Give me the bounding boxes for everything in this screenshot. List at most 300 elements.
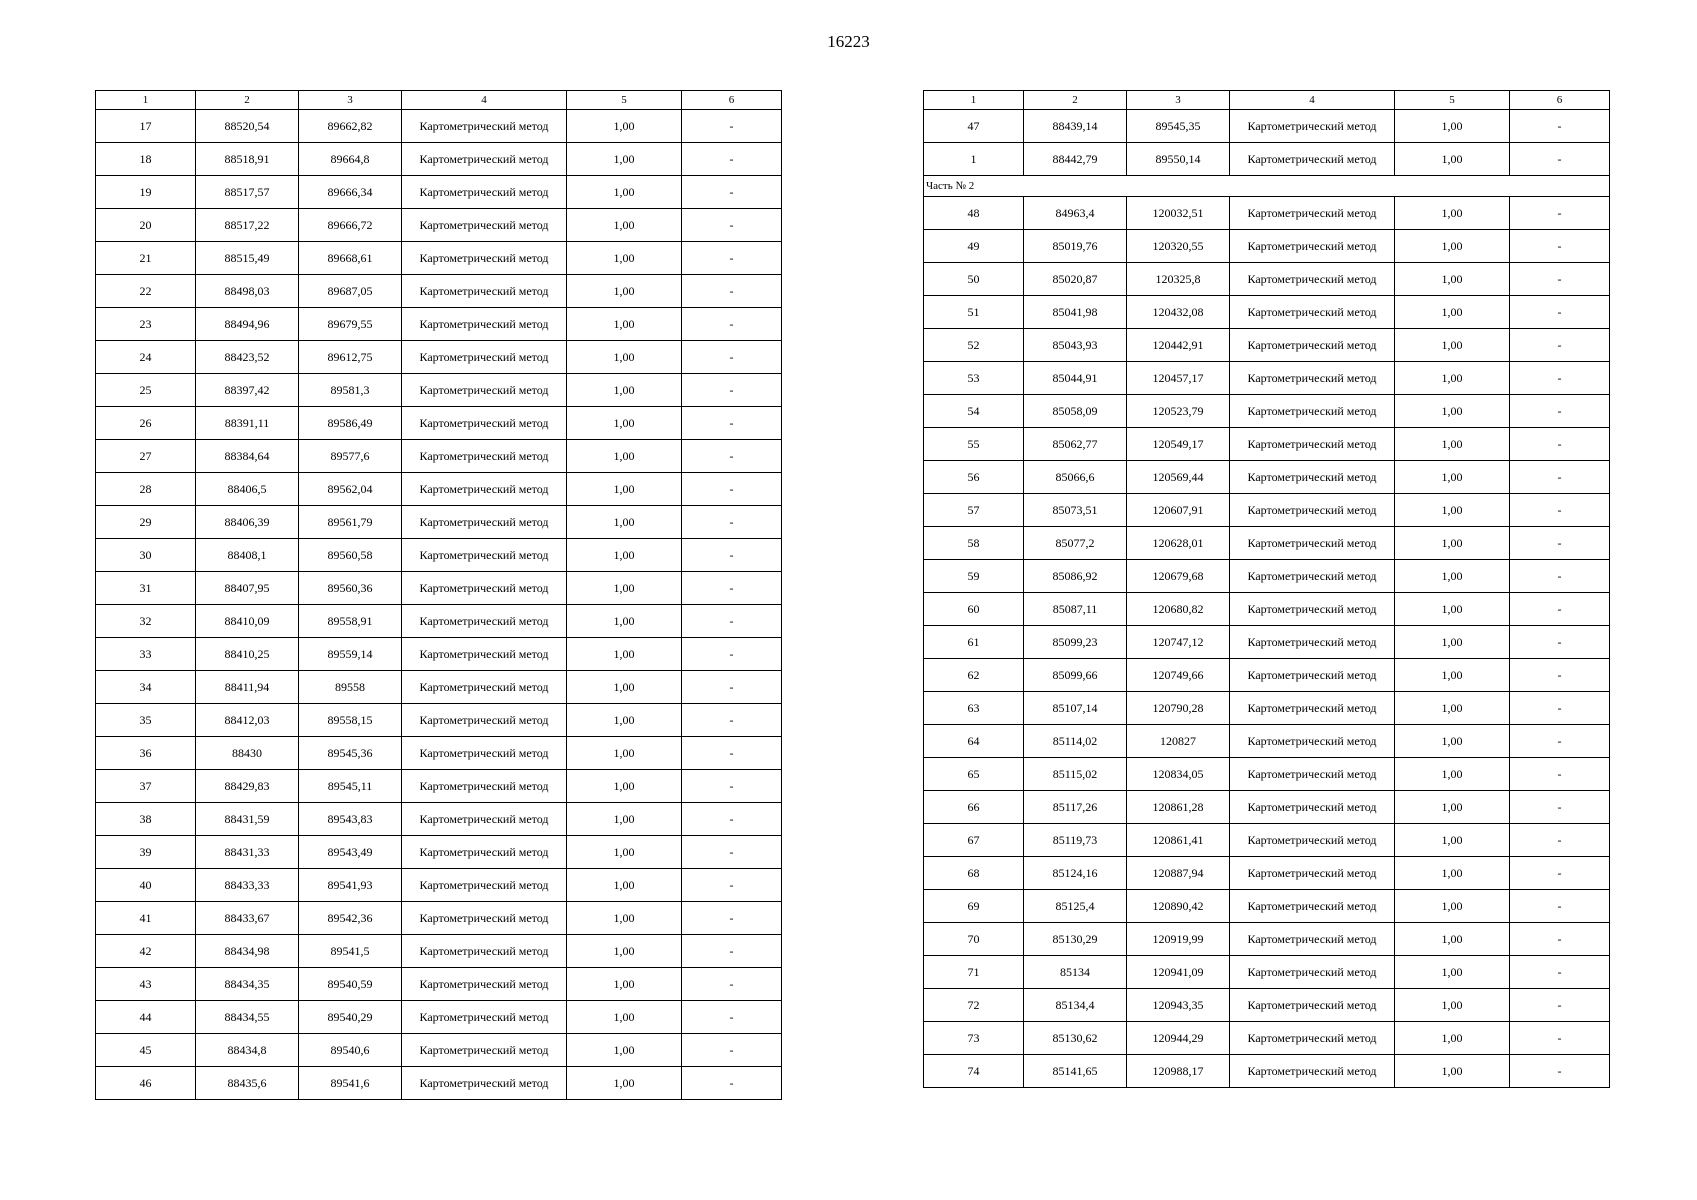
method-cell: Картометрический метод [1230, 494, 1395, 527]
section-title: Часть № 2 [924, 176, 1610, 197]
x-coordinate-cell: 85117,26 [1024, 791, 1127, 824]
header-cell: 1 [924, 91, 1024, 110]
accuracy-cell: 1,00 [567, 1001, 682, 1034]
y-coordinate-cell: 120523,79 [1127, 395, 1230, 428]
x-coordinate-cell: 85099,66 [1024, 659, 1127, 692]
y-coordinate-cell: 120325,8 [1127, 263, 1230, 296]
point-number-cell: 51 [924, 296, 1024, 329]
accuracy-cell: 1,00 [1395, 956, 1510, 989]
description-cell: - [1510, 1022, 1610, 1055]
point-number-cell: 44 [96, 1001, 196, 1034]
description-cell: - [682, 737, 782, 770]
method-cell: Картометрический метод [1230, 923, 1395, 956]
description-cell: - [1510, 923, 1610, 956]
table-row [924, 461, 1610, 494]
point-number-cell: 20 [96, 209, 196, 242]
x-coordinate-cell: 85043,93 [1024, 329, 1127, 362]
point-number-cell: 18 [96, 143, 196, 176]
point-number-cell: 43 [96, 968, 196, 1001]
x-coordinate-cell: 88423,52 [196, 341, 299, 374]
x-coordinate-cell: 88518,91 [196, 143, 299, 176]
x-coordinate-cell: 88431,33 [196, 836, 299, 869]
accuracy-cell: 1,00 [1395, 1022, 1510, 1055]
description-cell: - [1510, 110, 1610, 143]
y-coordinate-cell: 120749,66 [1127, 659, 1230, 692]
table-row [96, 275, 782, 308]
y-coordinate-cell: 89581,3 [299, 374, 402, 407]
point-number-cell: 30 [96, 539, 196, 572]
table-row [96, 440, 782, 473]
method-cell: Картометрический метод [402, 902, 567, 935]
method-cell: Картометрический метод [402, 242, 567, 275]
point-number-cell: 66 [924, 791, 1024, 824]
table-row [96, 242, 782, 275]
y-coordinate-cell: 89558,15 [299, 704, 402, 737]
point-number-cell: 56 [924, 461, 1024, 494]
point-number-cell: 38 [96, 803, 196, 836]
table-row [924, 923, 1610, 956]
y-coordinate-cell: 120549,17 [1127, 428, 1230, 461]
description-cell: - [682, 902, 782, 935]
method-cell: Картометрический метод [1230, 230, 1395, 263]
table-row [96, 836, 782, 869]
method-cell: Картометрический метод [1230, 362, 1395, 395]
accuracy-cell: 1,00 [567, 242, 682, 275]
table-row [924, 956, 1610, 989]
y-coordinate-cell: 120679,68 [1127, 560, 1230, 593]
y-coordinate-cell: 89558,91 [299, 605, 402, 638]
table-row [96, 968, 782, 1001]
description-cell: - [1510, 791, 1610, 824]
description-cell: - [682, 308, 782, 341]
x-coordinate-cell: 85087,11 [1024, 593, 1127, 626]
description-cell: - [1510, 989, 1610, 1022]
x-coordinate-cell: 88431,59 [196, 803, 299, 836]
method-cell: Картометрический метод [1230, 527, 1395, 560]
description-cell: - [1510, 560, 1610, 593]
x-coordinate-cell: 85019,76 [1024, 230, 1127, 263]
table-row [924, 857, 1610, 890]
accuracy-cell: 1,00 [567, 539, 682, 572]
x-coordinate-cell: 85125,4 [1024, 890, 1127, 923]
accuracy-cell: 1,00 [1395, 857, 1510, 890]
accuracy-cell: 1,00 [567, 572, 682, 605]
table-row [96, 407, 782, 440]
table-row [96, 506, 782, 539]
table-row [96, 143, 782, 176]
header-cell: 3 [299, 91, 402, 110]
description-cell: - [1510, 428, 1610, 461]
point-number-cell: 64 [924, 725, 1024, 758]
x-coordinate-cell: 88434,8 [196, 1034, 299, 1067]
method-cell: Картометрический метод [1230, 593, 1395, 626]
point-number-cell: 72 [924, 989, 1024, 1022]
y-coordinate-cell: 89560,58 [299, 539, 402, 572]
y-coordinate-cell: 120861,41 [1127, 824, 1230, 857]
point-number-cell: 17 [96, 110, 196, 143]
method-cell: Картометрический метод [1230, 395, 1395, 428]
method-cell: Картометрический метод [402, 671, 567, 704]
accuracy-cell: 1,00 [1395, 362, 1510, 395]
point-number-cell: 35 [96, 704, 196, 737]
accuracy-cell: 1,00 [1395, 263, 1510, 296]
header-cell: 4 [402, 91, 567, 110]
point-number-cell: 36 [96, 737, 196, 770]
point-number-cell: 61 [924, 626, 1024, 659]
accuracy-cell: 1,00 [567, 737, 682, 770]
point-number-cell: 68 [924, 857, 1024, 890]
x-coordinate-cell: 88410,09 [196, 605, 299, 638]
table-row [96, 1067, 782, 1100]
y-coordinate-cell: 120861,28 [1127, 791, 1230, 824]
coordinates-table-left [95, 90, 782, 1100]
y-coordinate-cell: 89558 [299, 671, 402, 704]
table-row [924, 1022, 1610, 1055]
description-cell: - [1510, 362, 1610, 395]
description-cell: - [1510, 659, 1610, 692]
accuracy-cell: 1,00 [1395, 923, 1510, 956]
table-row [924, 395, 1610, 428]
accuracy-cell: 1,00 [1395, 230, 1510, 263]
y-coordinate-cell: 89543,49 [299, 836, 402, 869]
x-coordinate-cell: 88442,79 [1024, 143, 1127, 176]
table-row [924, 692, 1610, 725]
method-cell: Картометрический метод [402, 440, 567, 473]
accuracy-cell: 1,00 [1395, 692, 1510, 725]
table-row [924, 143, 1610, 176]
method-cell: Картометрический метод [1230, 110, 1395, 143]
table-row [924, 659, 1610, 692]
y-coordinate-cell: 120032,51 [1127, 197, 1230, 230]
method-cell: Картометрический метод [402, 935, 567, 968]
y-coordinate-cell: 120827 [1127, 725, 1230, 758]
description-cell: - [1510, 494, 1610, 527]
accuracy-cell: 1,00 [567, 209, 682, 242]
point-number-cell: 29 [96, 506, 196, 539]
method-cell: Картометрический метод [402, 704, 567, 737]
point-number-cell: 74 [924, 1055, 1024, 1088]
accuracy-cell: 1,00 [567, 1067, 682, 1100]
description-cell: - [1510, 725, 1610, 758]
table-row [96, 770, 782, 803]
y-coordinate-cell: 89586,49 [299, 407, 402, 440]
description-cell: - [1510, 197, 1610, 230]
description-cell: - [1510, 329, 1610, 362]
x-coordinate-cell: 88434,98 [196, 935, 299, 968]
x-coordinate-cell: 88406,39 [196, 506, 299, 539]
y-coordinate-cell: 89541,93 [299, 869, 402, 902]
x-coordinate-cell: 85114,02 [1024, 725, 1127, 758]
point-number-cell: 25 [96, 374, 196, 407]
description-cell: - [682, 209, 782, 242]
description-cell: - [1510, 758, 1610, 791]
y-coordinate-cell: 89687,05 [299, 275, 402, 308]
table-row [96, 539, 782, 572]
x-coordinate-cell: 88407,95 [196, 572, 299, 605]
method-cell: Картометрический метод [1230, 692, 1395, 725]
point-number-cell: 28 [96, 473, 196, 506]
y-coordinate-cell: 120941,09 [1127, 956, 1230, 989]
x-coordinate-cell: 85130,29 [1024, 923, 1127, 956]
accuracy-cell: 1,00 [1395, 296, 1510, 329]
y-coordinate-cell: 120680,82 [1127, 593, 1230, 626]
table-row [96, 374, 782, 407]
x-coordinate-cell: 88397,42 [196, 374, 299, 407]
accuracy-cell: 1,00 [567, 935, 682, 968]
method-cell: Картометрический метод [402, 407, 567, 440]
accuracy-cell: 1,00 [1395, 626, 1510, 659]
table-row [96, 1034, 782, 1067]
description-cell: - [1510, 296, 1610, 329]
accuracy-cell: 1,00 [567, 1034, 682, 1067]
x-coordinate-cell: 88406,5 [196, 473, 299, 506]
description-cell: - [682, 704, 782, 737]
y-coordinate-cell: 120943,35 [1127, 989, 1230, 1022]
accuracy-cell: 1,00 [1395, 395, 1510, 428]
accuracy-cell: 1,00 [1395, 989, 1510, 1022]
description-cell: - [682, 275, 782, 308]
header-cell: 5 [1395, 91, 1510, 110]
description-cell: - [682, 407, 782, 440]
method-cell: Картометрический метод [402, 539, 567, 572]
method-cell: Картометрический метод [402, 308, 567, 341]
table-row [924, 890, 1610, 923]
x-coordinate-cell: 88494,96 [196, 308, 299, 341]
method-cell: Картометрический метод [402, 506, 567, 539]
table-row [96, 803, 782, 836]
table-row [924, 110, 1610, 143]
accuracy-cell: 1,00 [567, 869, 682, 902]
accuracy-cell: 1,00 [567, 968, 682, 1001]
method-cell: Картометрический метод [402, 770, 567, 803]
point-number-cell: 37 [96, 770, 196, 803]
section-row [924, 176, 1610, 197]
table-row [96, 572, 782, 605]
y-coordinate-cell: 89662,82 [299, 110, 402, 143]
x-coordinate-cell: 88411,94 [196, 671, 299, 704]
header-row [96, 91, 782, 110]
table-row [924, 791, 1610, 824]
point-number-cell: 65 [924, 758, 1024, 791]
accuracy-cell: 1,00 [567, 704, 682, 737]
x-coordinate-cell: 88517,57 [196, 176, 299, 209]
point-number-cell: 55 [924, 428, 1024, 461]
accuracy-cell: 1,00 [567, 440, 682, 473]
table-row [96, 935, 782, 968]
x-coordinate-cell: 85119,73 [1024, 824, 1127, 857]
point-number-cell: 42 [96, 935, 196, 968]
description-cell: - [682, 473, 782, 506]
accuracy-cell: 1,00 [567, 110, 682, 143]
y-coordinate-cell: 120432,08 [1127, 296, 1230, 329]
header-cell: 1 [96, 91, 196, 110]
description-cell: - [682, 935, 782, 968]
y-coordinate-cell: 120442,91 [1127, 329, 1230, 362]
description-cell: - [682, 1001, 782, 1034]
accuracy-cell: 1,00 [567, 836, 682, 869]
method-cell: Картометрический метод [1230, 626, 1395, 659]
y-coordinate-cell: 89612,75 [299, 341, 402, 374]
method-cell: Картометрический метод [1230, 989, 1395, 1022]
description-cell: - [682, 605, 782, 638]
accuracy-cell: 1,00 [1395, 527, 1510, 560]
accuracy-cell: 1,00 [1395, 659, 1510, 692]
y-coordinate-cell: 120834,05 [1127, 758, 1230, 791]
method-cell: Картометрический метод [402, 341, 567, 374]
description-cell: - [682, 242, 782, 275]
method-cell: Картометрический метод [1230, 791, 1395, 824]
x-coordinate-cell: 88391,11 [196, 407, 299, 440]
accuracy-cell: 1,00 [1395, 197, 1510, 230]
point-number-cell: 54 [924, 395, 1024, 428]
x-coordinate-cell: 85134 [1024, 956, 1127, 989]
method-cell: Картометрический метод [1230, 1055, 1395, 1088]
description-cell: - [682, 671, 782, 704]
point-number-cell: 69 [924, 890, 1024, 923]
point-number-cell: 59 [924, 560, 1024, 593]
point-number-cell: 46 [96, 1067, 196, 1100]
method-cell: Картометрический метод [402, 143, 567, 176]
accuracy-cell: 1,00 [1395, 110, 1510, 143]
description-cell: - [682, 1067, 782, 1100]
description-cell: - [1510, 230, 1610, 263]
table-row [924, 230, 1610, 263]
x-coordinate-cell: 85066,6 [1024, 461, 1127, 494]
y-coordinate-cell: 120890,42 [1127, 890, 1230, 923]
y-coordinate-cell: 89540,6 [299, 1034, 402, 1067]
point-number-cell: 60 [924, 593, 1024, 626]
point-number-cell: 26 [96, 407, 196, 440]
table-row [96, 473, 782, 506]
table-row [924, 560, 1610, 593]
x-coordinate-cell: 85124,16 [1024, 857, 1127, 890]
method-cell: Картометрический метод [402, 110, 567, 143]
point-number-cell: 32 [96, 605, 196, 638]
y-coordinate-cell: 89541,5 [299, 935, 402, 968]
y-coordinate-cell: 89545,35 [1127, 110, 1230, 143]
x-coordinate-cell: 88520,54 [196, 110, 299, 143]
table-row [924, 593, 1610, 626]
table-row [924, 1055, 1610, 1088]
table-row [96, 902, 782, 935]
y-coordinate-cell: 89562,04 [299, 473, 402, 506]
y-coordinate-cell: 120919,99 [1127, 923, 1230, 956]
table-row [924, 725, 1610, 758]
table-row [924, 197, 1610, 230]
method-cell: Картометрический метод [1230, 560, 1395, 593]
point-number-cell: 34 [96, 671, 196, 704]
point-number-cell: 21 [96, 242, 196, 275]
description-cell: - [682, 869, 782, 902]
point-number-cell: 62 [924, 659, 1024, 692]
description-cell: - [682, 803, 782, 836]
method-cell: Картометрический метод [402, 605, 567, 638]
accuracy-cell: 1,00 [567, 671, 682, 704]
description-cell: - [682, 110, 782, 143]
method-cell: Картометрический метод [402, 1001, 567, 1034]
accuracy-cell: 1,00 [567, 143, 682, 176]
table-row [924, 362, 1610, 395]
table-row [96, 341, 782, 374]
point-number-cell: 52 [924, 329, 1024, 362]
x-coordinate-cell: 88498,03 [196, 275, 299, 308]
y-coordinate-cell: 89541,6 [299, 1067, 402, 1100]
y-coordinate-cell: 89545,36 [299, 737, 402, 770]
description-cell: - [682, 506, 782, 539]
method-cell: Картометрический метод [1230, 857, 1395, 890]
accuracy-cell: 1,00 [1395, 428, 1510, 461]
x-coordinate-cell: 85020,87 [1024, 263, 1127, 296]
method-cell: Картометрический метод [1230, 428, 1395, 461]
method-cell: Картометрический метод [402, 968, 567, 1001]
y-coordinate-cell: 120607,91 [1127, 494, 1230, 527]
x-coordinate-cell: 85041,98 [1024, 296, 1127, 329]
description-cell: - [682, 143, 782, 176]
method-cell: Картометрический метод [402, 176, 567, 209]
x-coordinate-cell: 85062,77 [1024, 428, 1127, 461]
point-number-cell: 48 [924, 197, 1024, 230]
table-row [96, 176, 782, 209]
table-row [924, 296, 1610, 329]
accuracy-cell: 1,00 [1395, 494, 1510, 527]
accuracy-cell: 1,00 [567, 407, 682, 440]
x-coordinate-cell: 85099,23 [1024, 626, 1127, 659]
accuracy-cell: 1,00 [567, 803, 682, 836]
point-number-cell: 19 [96, 176, 196, 209]
x-coordinate-cell: 88515,49 [196, 242, 299, 275]
y-coordinate-cell: 89543,83 [299, 803, 402, 836]
accuracy-cell: 1,00 [1395, 461, 1510, 494]
x-coordinate-cell: 88412,03 [196, 704, 299, 737]
point-number-cell: 49 [924, 230, 1024, 263]
y-coordinate-cell: 120628,01 [1127, 527, 1230, 560]
description-cell: - [682, 176, 782, 209]
x-coordinate-cell: 88434,35 [196, 968, 299, 1001]
method-cell: Картометрический метод [1230, 329, 1395, 362]
point-number-cell: 57 [924, 494, 1024, 527]
x-coordinate-cell: 85115,02 [1024, 758, 1127, 791]
point-number-cell: 47 [924, 110, 1024, 143]
method-cell: Картометрический метод [402, 209, 567, 242]
table-row [96, 209, 782, 242]
x-coordinate-cell: 85058,09 [1024, 395, 1127, 428]
accuracy-cell: 1,00 [1395, 560, 1510, 593]
method-cell: Картометрический метод [1230, 197, 1395, 230]
y-coordinate-cell: 89668,61 [299, 242, 402, 275]
accuracy-cell: 1,00 [1395, 758, 1510, 791]
description-cell: - [1510, 395, 1610, 428]
y-coordinate-cell: 89561,79 [299, 506, 402, 539]
y-coordinate-cell: 89666,72 [299, 209, 402, 242]
point-number-cell: 27 [96, 440, 196, 473]
method-cell: Картометрический метод [402, 1034, 567, 1067]
header-row [924, 91, 1610, 110]
description-cell: - [682, 572, 782, 605]
table-row [924, 263, 1610, 296]
point-number-cell: 50 [924, 263, 1024, 296]
y-coordinate-cell: 89679,55 [299, 308, 402, 341]
description-cell: - [1510, 143, 1610, 176]
table-row [96, 1001, 782, 1034]
y-coordinate-cell: 120747,12 [1127, 626, 1230, 659]
accuracy-cell: 1,00 [567, 902, 682, 935]
description-cell: - [682, 638, 782, 671]
description-cell: - [682, 374, 782, 407]
x-coordinate-cell: 85141,65 [1024, 1055, 1127, 1088]
method-cell: Картометрический метод [402, 1067, 567, 1100]
point-number-cell: 71 [924, 956, 1024, 989]
accuracy-cell: 1,00 [1395, 725, 1510, 758]
